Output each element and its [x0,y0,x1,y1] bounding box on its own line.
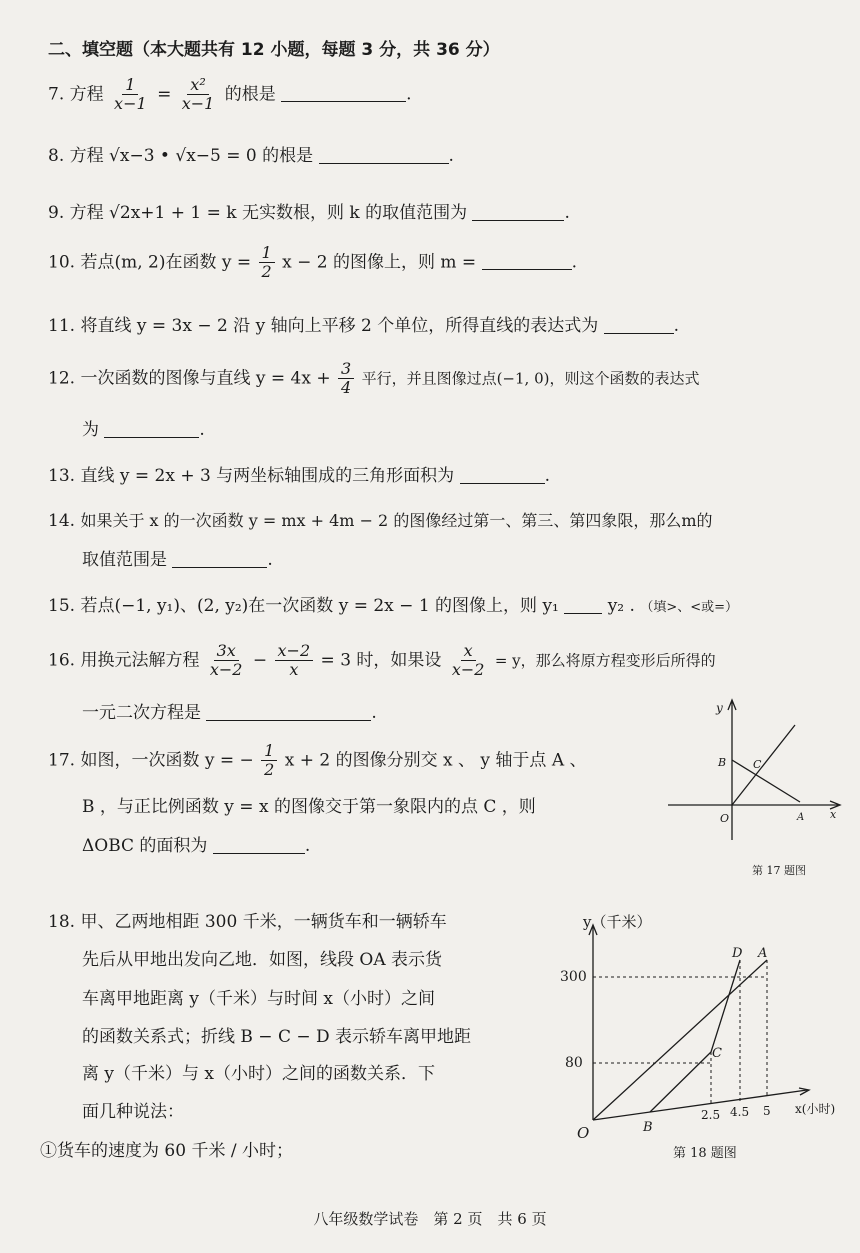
fraction [338,360,354,398]
question-number: 7. [48,84,65,105]
question-text: y₂ . [607,596,635,616]
tick-300: 300 [560,969,587,985]
denominator: x−1 [114,94,147,114]
question-13 [48,466,550,486]
answer-blank[interactable] [104,420,199,438]
denominator: x−1 [181,94,215,114]
answer-blank[interactable] [482,252,572,270]
polyline-bcd [650,960,740,1112]
question-text: ΔOBC 的面积为 [82,836,208,856]
period: . [673,316,680,336]
question-8 [48,146,454,166]
question-12 [48,360,699,398]
question-18 [48,912,447,932]
figure-17 [660,690,850,885]
question-text: x − 2 的图像上，则 m = [282,252,477,273]
question-number: 14. [48,511,76,531]
label-o: O [720,812,730,825]
line-ab [732,760,800,802]
question-number: 17. [48,750,76,771]
answer-blank[interactable] [213,836,305,854]
numerator: 1 [259,244,275,263]
question-number: 18. [48,912,76,932]
question-text: 若点(−1, y₁)、(2, y₂)在一次函数 y = 2x − 1 的图像上，则 y₁ [80,596,559,616]
question-17-line-2 [82,797,536,817]
figure-18 [555,905,855,1165]
question-16-line-2 [82,703,377,723]
answer-blank[interactable] [206,703,371,721]
section-title: 二、填空题（本大题共有 12 小题，每题 3 分，共 36 分） [48,40,500,60]
question-11 [48,316,679,336]
answer-blank[interactable] [564,596,602,614]
question-18-line: 的函数关系式；折线 B − C − D 表示轿车离甲地距 [82,1027,472,1047]
numerator: x² [187,76,208,95]
question-text: 的根是 [224,84,276,105]
axis-label-x: x(小时) [795,1102,836,1116]
equals-sign: = [157,84,172,105]
tick-5: 5 [763,1104,771,1118]
period: . [448,146,454,166]
question-text: 如果关于 x 的一次函数 y = mx + 4m − 2 的图像经过第一、第三、第四象限，那么m的 [80,511,713,530]
question-18-line: 离 y（千米）与 x（小时）之间的函数关系．下 [82,1064,435,1084]
question-number: 8. [48,146,65,166]
numerator: 3 [338,360,354,379]
label-d: D [732,946,743,961]
label-b: B [643,1120,653,1135]
question-text: 一次函数的图像与直线 y = 4x + [80,368,331,389]
answer-blank[interactable] [281,84,406,102]
label-a: A [797,812,805,823]
answer-blank[interactable] [472,203,564,221]
question-text: 一元二次方程是 [82,703,201,723]
question-text: = 3 时，如果设 [320,650,442,671]
numerator: 1 [122,76,138,95]
tick-2-5: 2.5 [701,1108,721,1122]
denominator: 2 [264,760,275,780]
label-x: x [830,808,837,821]
question-number: 15. [48,596,76,616]
question-10 [48,244,577,282]
question-text: 直线 y = 2x + 3 与两坐标轴围成的三角形面积为 [80,466,455,486]
fraction [179,76,218,114]
answer-blank[interactable] [319,146,449,164]
figure-caption: 第 17 题图 [752,864,806,877]
question-12-line-2 [82,420,205,440]
question-14-line-2 [82,550,273,570]
period: . [371,703,377,723]
question-number: 9. [48,203,65,223]
question-number: 11. [48,316,76,336]
answer-blank[interactable] [460,466,545,484]
answer-blank[interactable] [172,550,267,568]
denominator: x [289,660,299,680]
question-text: 取值范围是 [82,550,167,570]
question-text: 用换元法解方程 [80,650,200,671]
question-text: 为 [82,420,99,440]
fraction [111,76,150,114]
period: . [571,252,577,273]
denominator: 2 [261,262,272,282]
numerator: 1 [261,742,277,761]
fraction [259,244,275,282]
question-number: 16. [48,650,76,671]
tick-4-5: 4.5 [730,1105,750,1119]
denominator: x−2 [209,660,243,680]
fraction [275,642,314,680]
numerator: x [461,642,476,661]
period: . [199,420,205,440]
question-17 [48,742,587,780]
question-16 [48,642,716,680]
period: . [564,203,570,223]
question-text: 平行，并且图像过点(−1, 0)，则这个函数的表达式 [361,369,700,388]
page-footer: 八年级数学试卷 第 2 页 共 6 页 [313,1210,547,1228]
question-9 [48,203,570,223]
numerator: 3x [214,642,239,661]
question-18-line: 面几种说法： [82,1102,184,1122]
question-text: B ，与正比例函数 y = x 的图像交于第一象限内的点 C ，则 [82,797,536,817]
axis-label-y: y（千米） [583,913,652,931]
x-axis [593,1090,807,1120]
question-text: 将直线 y = 3x − 2 沿 y 轴向上平移 2 个单位，所得直线的表达式为 [80,316,599,336]
question-text: 方程 [69,84,104,105]
denominator: x−2 [451,660,485,680]
question-text: 方程 √2x+1 + 1 = k 无实数根，则 k 的取值范围为 [69,203,468,223]
label-y: y [716,701,723,715]
question-17-line-3 [82,836,310,856]
question-18-item-1: ①货车的速度为 60 千米 / 小时； [40,1141,293,1161]
question-18-line: 先后从甲地出发向乙地．如图，线段 OA 表示货 [82,950,443,970]
question-text: 甲、乙两地相距 300 千米，一辆货车和一辆轿车 [80,912,447,932]
question-text: x + 2 的图像分别交 x 、 y 轴于点 A 、 [284,750,587,771]
answer-blank[interactable] [604,316,674,334]
question-14 [48,511,713,531]
label-a: A [758,946,768,961]
label-c: C [753,758,762,771]
question-text: 方程 √x−3 • √x−5 = 0 的根是 [69,146,314,166]
period: . [304,836,311,856]
question-number: 12. [48,368,76,389]
period: . [544,466,550,486]
period: . [406,84,412,105]
hint-text: （填>、<或=） [640,600,739,615]
question-text: 若点(m, 2)在函数 y = [80,252,252,273]
tick-80: 80 [565,1055,583,1071]
minus-sign: − [252,650,268,671]
fraction [207,642,246,680]
label-c: C [712,1046,722,1061]
numerator: x−2 [275,642,314,661]
label-o: O [577,1124,590,1142]
question-15 [48,596,738,616]
fraction [261,742,277,780]
question-7 [48,76,412,114]
question-text: = y，那么将原方程变形后所得的 [494,651,716,670]
question-number: 10. [48,252,76,273]
figure-caption: 第 18 题图 [673,1146,737,1161]
fraction [449,642,488,680]
denominator: 4 [340,378,352,398]
question-text: 如图，一次函数 y = − [80,750,254,771]
period: . [267,550,273,570]
segment-oa [593,960,767,1120]
label-b: B [718,756,727,769]
question-number: 13. [48,466,76,486]
question-18-line: 车离甲地距离 y（千米）与时间 x（小时）之间 [82,989,435,1009]
